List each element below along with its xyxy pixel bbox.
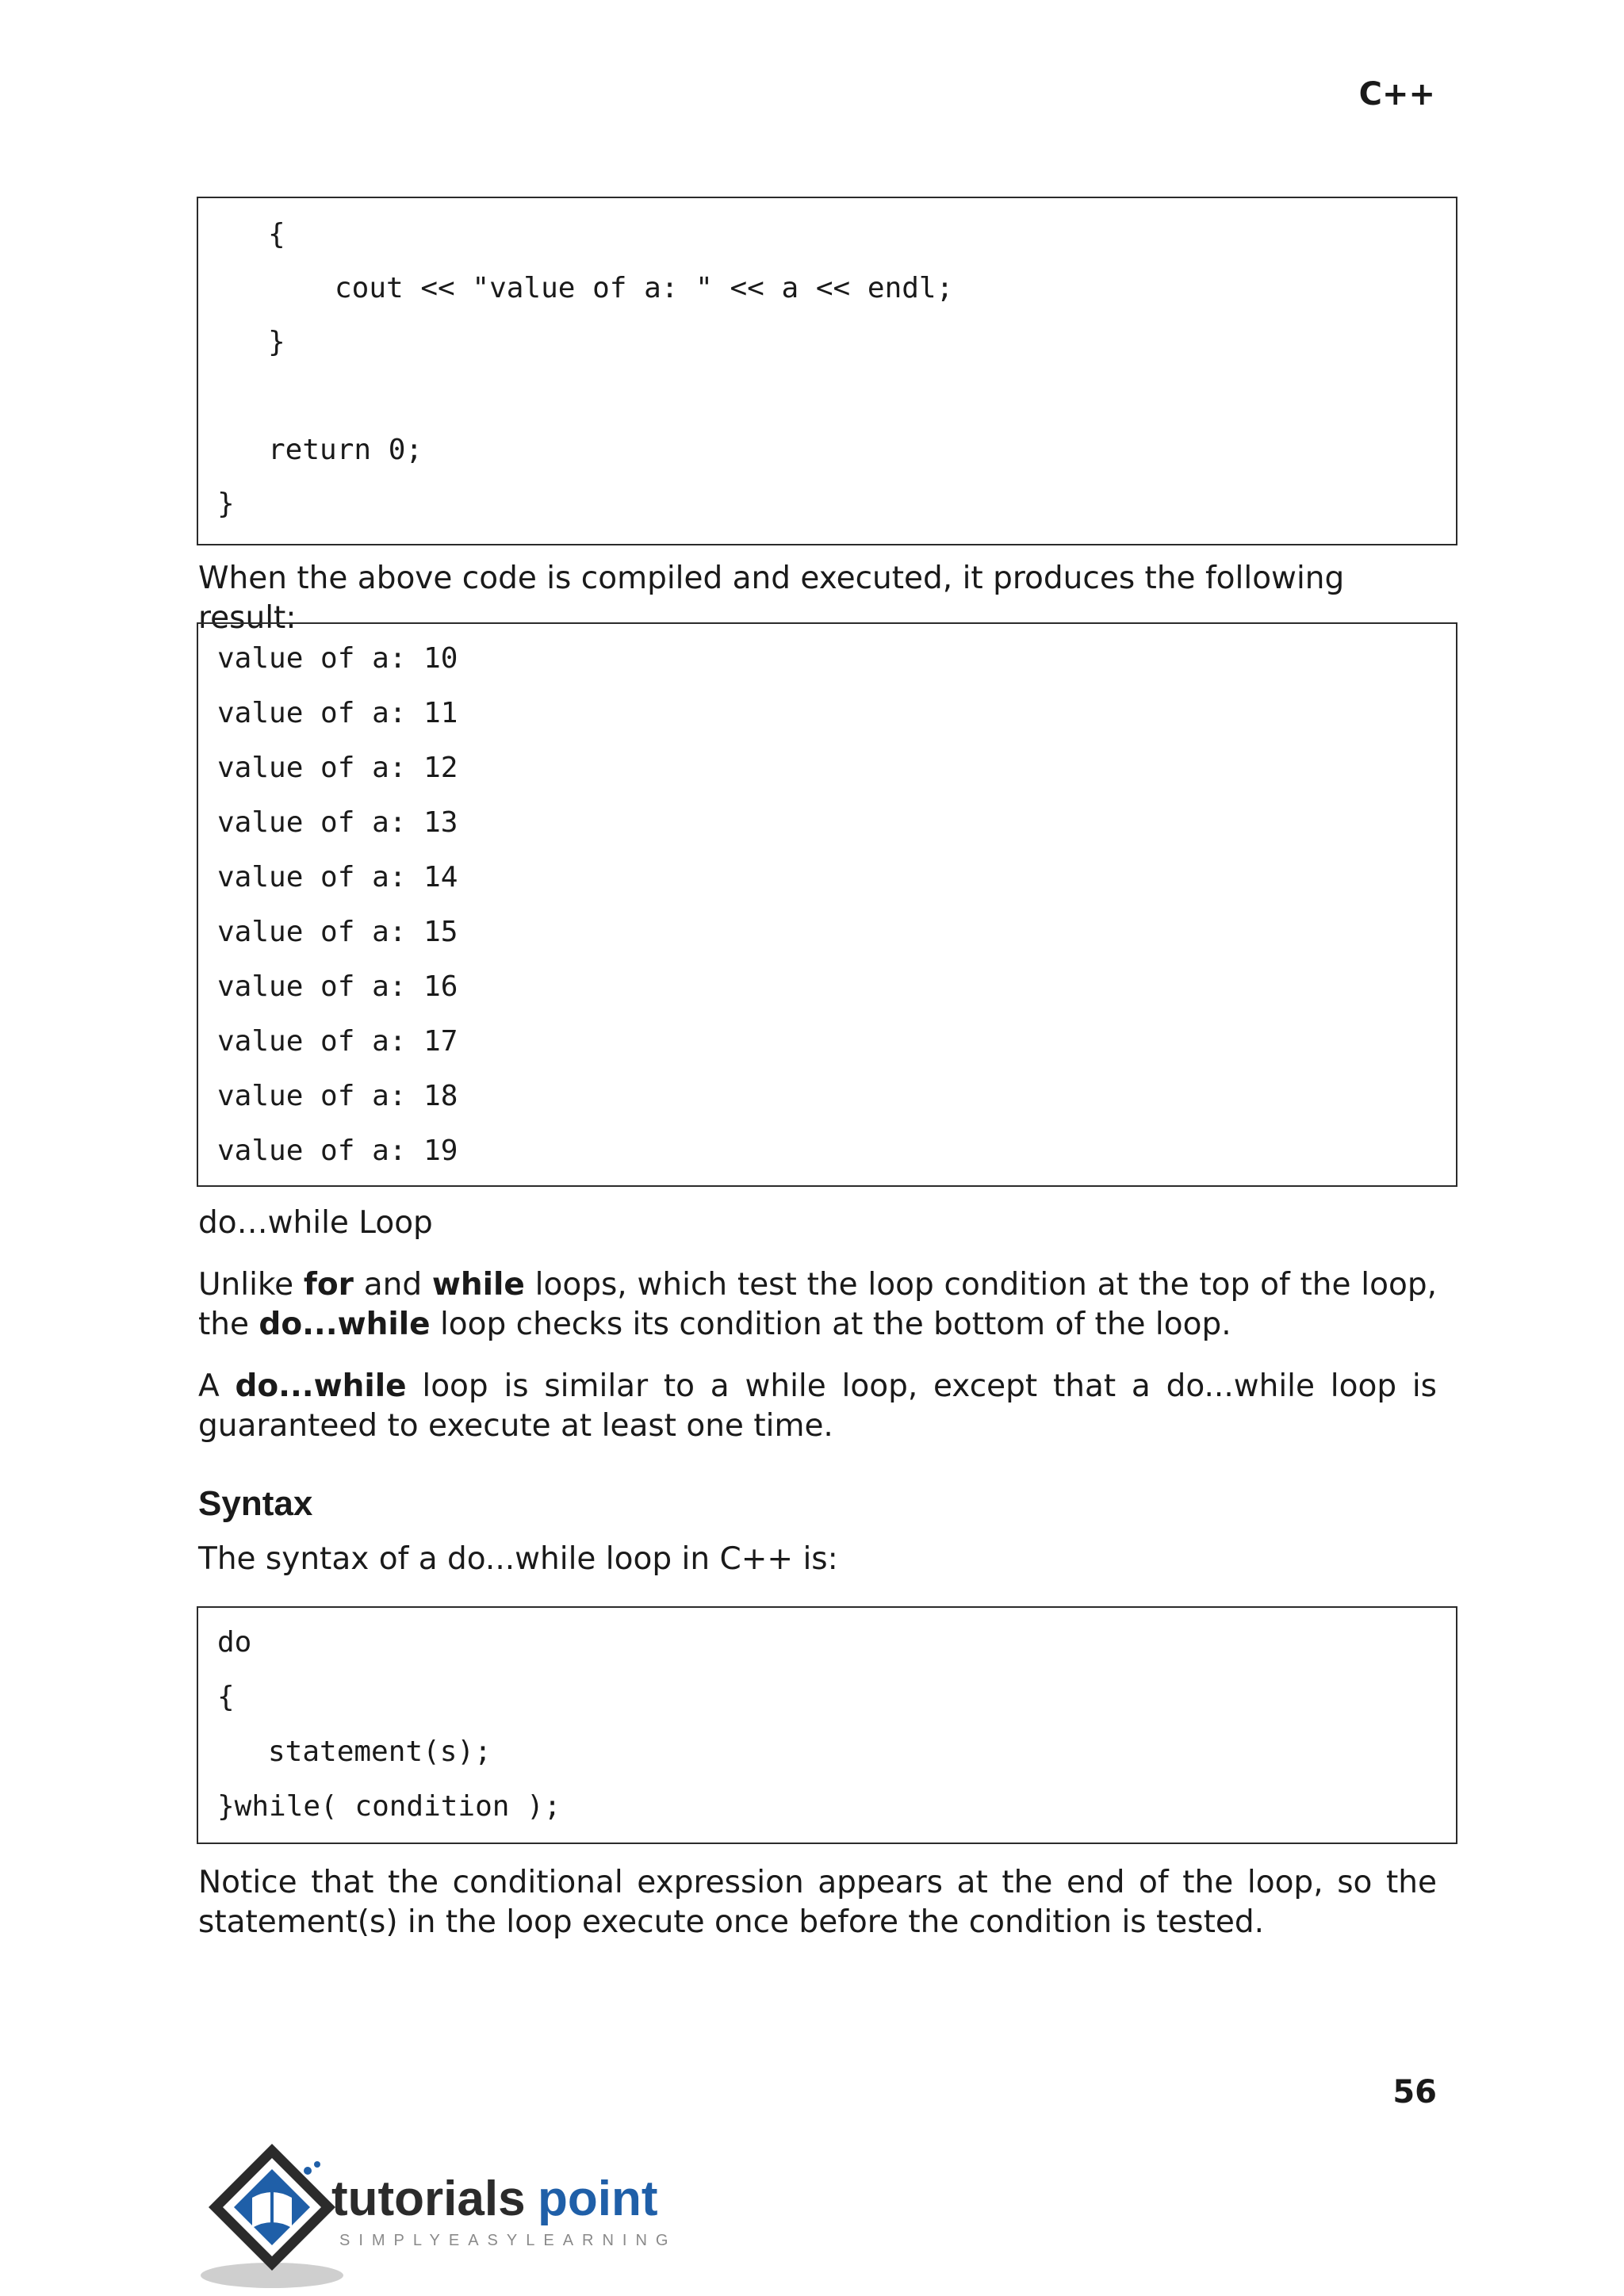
keyword-while: while	[431, 1267, 525, 1303]
page-number: 56	[1392, 2074, 1437, 2110]
text-run: and	[353, 1267, 432, 1303]
syntax-heading: Syntax	[198, 1484, 313, 1523]
code-line: }while( condition );	[217, 1790, 561, 1823]
code-line: do	[217, 1626, 252, 1659]
output-line: value of a: 18	[217, 1080, 458, 1112]
tutorialspoint-logo	[197, 2134, 688, 2293]
output-line: value of a: 15	[217, 916, 458, 948]
output-line: value of a: 10	[217, 642, 458, 675]
code-line: cout << "value of a: " << a << endl;	[335, 272, 954, 304]
text-run: Unlike	[198, 1267, 304, 1303]
output-line: value of a: 11	[217, 697, 458, 729]
text-run: loop is similar to a while loop, except that a do...while loop is guaranteed to execute at least one time.	[198, 1368, 1437, 1444]
section-title: do…while Loop	[198, 1205, 433, 1241]
output-line: value of a: 17	[217, 1025, 458, 1058]
paragraph-do-while-intro	[198, 1265, 1437, 1345]
syntax-intro-text: The syntax of a do...while loop in C++ is:	[198, 1541, 838, 1577]
running-header-title: C++	[1358, 76, 1435, 113]
code-block-while-loop-end	[197, 197, 1457, 545]
keyword-do-while: do...while	[235, 1368, 407, 1404]
text-run: A	[198, 1368, 236, 1404]
code-line: return 0;	[268, 434, 423, 466]
keyword-do-while: do...while	[259, 1307, 431, 1342]
keyword-for: for	[303, 1267, 354, 1303]
output-line: value of a: 13	[217, 806, 458, 839]
text-run: loop checks its condition at the bottom of the loop.	[430, 1307, 1231, 1342]
code-line: {	[268, 218, 285, 251]
code-line: statement(s);	[268, 1735, 492, 1768]
logo-emblem-icon	[197, 2134, 688, 2293]
output-line: value of a: 12	[217, 752, 458, 784]
output-line: value of a: 16	[217, 970, 458, 1003]
code-line: {	[217, 1681, 235, 1713]
code-line: }	[268, 326, 285, 358]
paragraph-notice: Notice that the conditional expression appears at the end of the loop, so the statement(s) in the loop execute once before the condition is tested.	[198, 1865, 1437, 1940]
output-line: value of a: 19	[217, 1135, 458, 1167]
text-run: loops, which test the loop condition at the top of the loop, the	[198, 1267, 1437, 1342]
paragraph-do-while-guarantee	[198, 1367, 1437, 1446]
code-line: }	[217, 488, 235, 520]
code-block-do-while-syntax	[197, 1606, 1457, 1844]
output-line: value of a: 14	[217, 861, 458, 894]
result-intro-text: When the above code is compiled and executed, it produces the following result:	[198, 561, 1345, 636]
output-block	[197, 622, 1457, 1187]
logo-tagline: SIMPLYEASYLEARNING	[339, 2232, 677, 2249]
logo-wordmark-blue: point	[538, 2172, 658, 2226]
logo-wordmark-dark: tutorials	[331, 2172, 526, 2226]
